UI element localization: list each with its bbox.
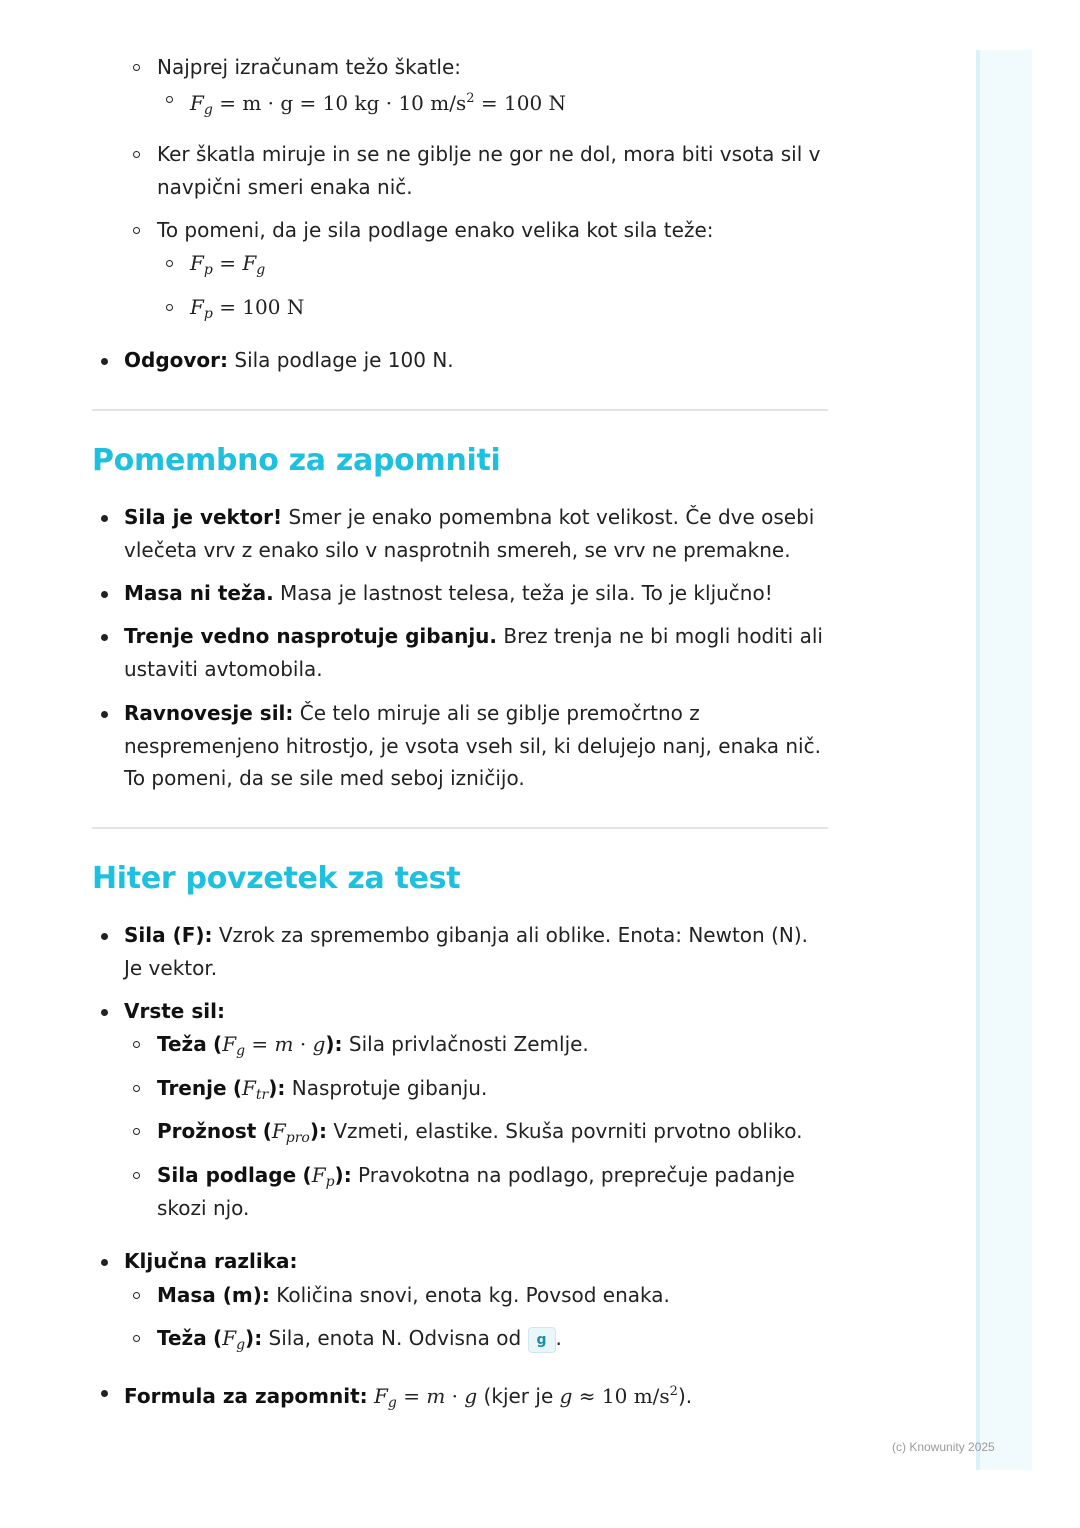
bullet bbox=[101, 1009, 108, 1016]
type-normal-line2: skozi njo. bbox=[157, 1196, 250, 1220]
sub-bullet bbox=[133, 1335, 140, 1342]
type-normal-line1: Sila podlage $(F_p)$: Pravokotna na podlago, preprečuje padanje bbox=[157, 1163, 795, 1190]
divider bbox=[92, 827, 828, 829]
bullet bbox=[101, 933, 108, 940]
bullet bbox=[101, 634, 108, 641]
important-item-4-line1: Ravnovesje sil: Če telo miruje ali se giblje premočrtno z bbox=[124, 701, 700, 725]
weight-formula: $F_g = m \cdot g = 10$ kg · 10 $m/s^2 = 100$ N bbox=[190, 91, 567, 118]
summary-formula: Formula za zapomnit: $F_g = m \cdot g$ (kjer je g ≈ 10 $m/s^2$). bbox=[124, 1384, 693, 1411]
sub-bullet bbox=[133, 1041, 140, 1048]
sub-bullet bbox=[133, 1085, 140, 1092]
important-item-2: Masa ni teža. Masa je lastnost telesa, teža je sila. To je ključno! bbox=[124, 581, 773, 605]
bullet bbox=[101, 1259, 108, 1266]
summary-force-line1: Sila (F): Vzrok za spremembo gibanja ali oblike. Enota: Newton (N). bbox=[124, 923, 808, 947]
bullet bbox=[101, 711, 108, 718]
important-item-3-line2: ustaviti avtomobila. bbox=[124, 657, 323, 681]
sub-bullet bbox=[133, 227, 140, 234]
sub-bullet bbox=[133, 64, 140, 71]
difference-weight: Teža $(F_g)$: Sila, enota N. Odvisna od g . bbox=[157, 1326, 562, 1353]
bullet bbox=[101, 358, 108, 365]
step1-text: Najprej izračunam težo škatle: bbox=[157, 55, 462, 79]
sub-bullet bbox=[133, 151, 140, 158]
type-weight: Teža $(F_g = m \cdot g)$: Sila privlačnosti Zemlje. bbox=[157, 1032, 589, 1059]
sub-sub-bullet bbox=[166, 304, 173, 311]
important-item-4-line3: To pomeni, da se sile med seboj izničijo. bbox=[124, 766, 525, 790]
bullet bbox=[101, 515, 108, 522]
sub-bullet bbox=[133, 1292, 140, 1299]
step2-line2: navpični smeri enaka nič. bbox=[157, 175, 413, 199]
g-code-chip: g bbox=[528, 1327, 556, 1353]
bullet bbox=[101, 1390, 108, 1397]
step2-line1: Ker škatla miruje in se ne giblje ne gor ne dol, mora biti vsota sil v bbox=[157, 142, 821, 166]
sub-sub-bullet bbox=[166, 96, 173, 103]
sub-bullet bbox=[133, 1172, 140, 1179]
sub-bullet bbox=[133, 1128, 140, 1135]
divider bbox=[92, 409, 828, 411]
sub-sub-bullet bbox=[166, 260, 173, 267]
important-item-1-line1: Sila je vektor! Smer je enako pomembna kot velikost. Če dve osebi bbox=[124, 505, 815, 529]
summary-force-line2: Je vektor. bbox=[124, 956, 218, 980]
section-title-important: Pomembno za zapomniti bbox=[92, 443, 501, 478]
answer-line bbox=[124, 347, 454, 373]
type-friction: Trenje $(F_{tr})$: Nasprotuje gibanju. bbox=[157, 1076, 488, 1103]
answer-text: Sila podlage je 100 N. bbox=[228, 348, 454, 372]
equality-formula: $F_p = F_g$ bbox=[190, 251, 266, 278]
copyright-footer: (c) Knowunity 2025 bbox=[892, 1440, 995, 1454]
answer-label: Odgovor: bbox=[124, 348, 229, 372]
summary-types-heading: Vrste sil: bbox=[124, 999, 225, 1023]
difference-mass: Masa (m): Količina snovi, enota kg. Povsod enaka. bbox=[157, 1283, 670, 1307]
important-item-4-line2: nespremenjeno hitrostjo, je vsota vseh sil, ki delujejo nanj, enaka nič. bbox=[124, 734, 821, 758]
important-item-1-line2: vlečeta vrv z enako silo v nasprotnih smereh, se vrv ne premakne. bbox=[124, 538, 791, 562]
summary-difference-heading: Ključna razlika: bbox=[124, 1249, 298, 1273]
section-title-summary: Hiter povzetek za test bbox=[92, 861, 461, 896]
margin-strip bbox=[976, 50, 1032, 1470]
important-item-3-line1: Trenje vedno nasprotuje gibanju. Brez trenja ne bi mogli hoditi ali bbox=[124, 624, 823, 648]
type-elastic: Prožnost $(F_{pro})$: Vzmeti, elastike. Skuša povrniti prvotno obliko. bbox=[157, 1119, 803, 1146]
value-formula: $F_p = 100$ N bbox=[190, 295, 305, 322]
step3-text: To pomeni, da je sila podlage enako velika kot sila teže: bbox=[157, 218, 714, 242]
bullet bbox=[101, 591, 108, 598]
